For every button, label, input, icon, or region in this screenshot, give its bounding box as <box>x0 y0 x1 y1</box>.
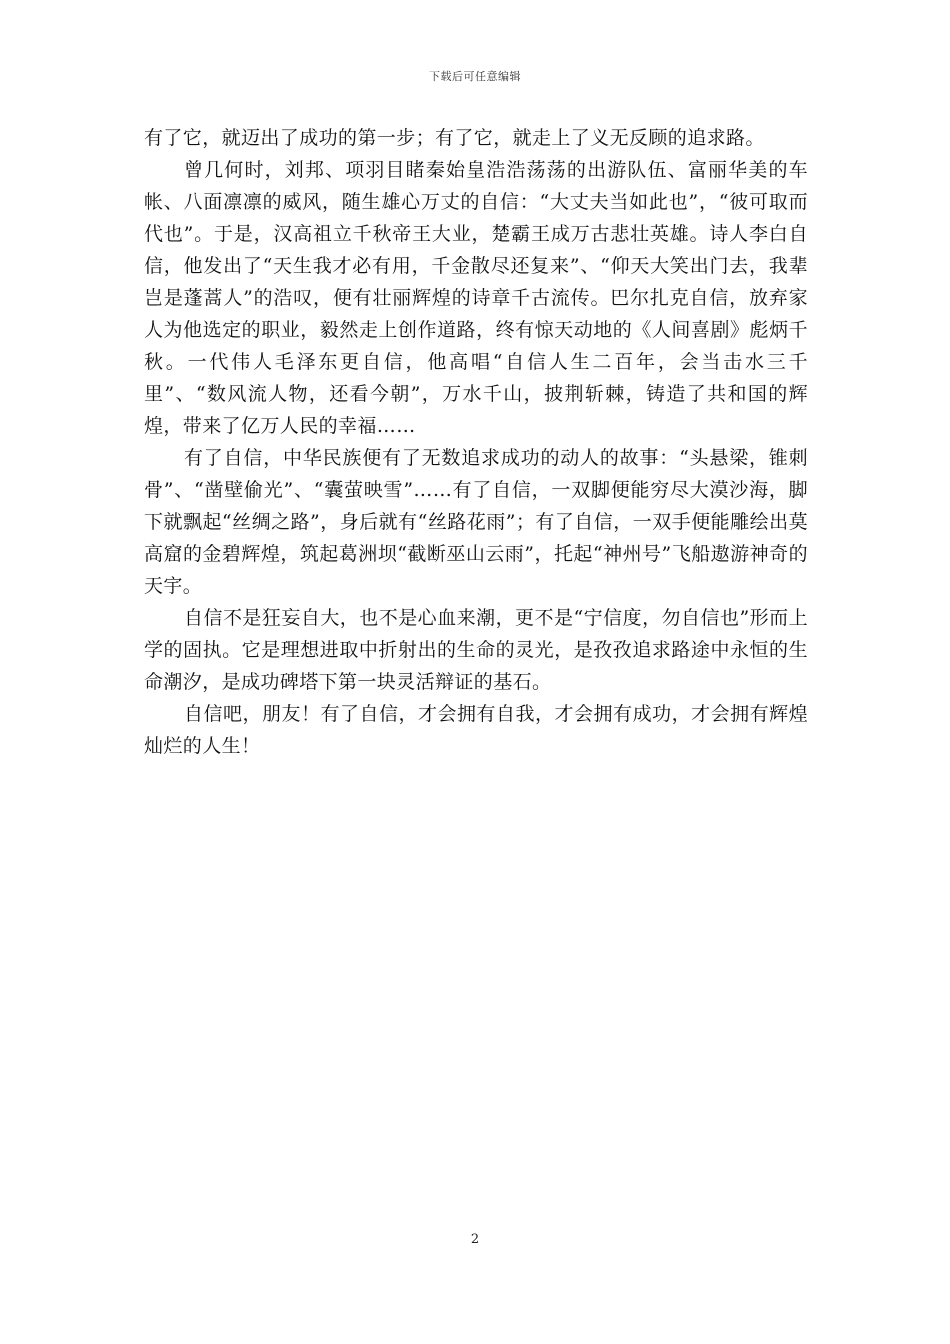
paragraph-4: 自信不是狂妄自大，也不是心血来潮，更不是“宁信度，勿自信也”形而上学的固执。它是理想进取中折射出的生命的灵光，是孜孜追求路途中永恒的生命潮汐，是成功碑塔下第一块灵活辩证的基石。 <box>144 607 808 693</box>
page-header: 下载后可任意编辑 <box>429 70 521 83</box>
paragraph-1: 有了它，就迈出了成功的第一步；有了它，就走上了义无反顾的追求路。 <box>144 127 765 149</box>
paragraph-5: 自信吧，朋友！有了自信，才会拥有自我，才会拥有成功，才会拥有辉煌灿烂的人生！ <box>144 703 808 757</box>
paragraph-3: 有了自信，中华民族便有了无数追求成功的动人的故事：“头悬梁，锥刺骨”、“凿壁偷光”、“囊萤映雪”……有了自信，一双脚便能穷尽大漠沙海，脚下就飘起“丝绸之路”，身后就有“丝路花雨”；有了自信，一双手便能雕绘出莫高窟的金碧辉煌，筑起葛洲坝“截断巫山云雨”，托起“神州号”飞船遨游神奇的天宇。 <box>144 447 808 597</box>
paragraph-2: 曾几何时，刘邦、项羽目睹秦始皇浩浩荡荡的出游队伍、富丽华美的车帐、八面凛凛的威风，随生雄心万丈的自信：“大丈夫当如此也”，“彼可取而代也”。于是，汉高祖立千秋帝王大业，楚霸王成万古悲壮英雄。诗人李白自信，他发出了“天生我才必有用，千金散尽还复来”、“仰天大笑出门去，我辈岂是蓬蒿人”的浩叹，便有壮丽辉煌的诗章千古流传。巴尔扎克自信，放弃家人为他选定的职业，毅然走上创作道路，终有惊天动地的《人间喜剧》彪炳千秋。一代伟人毛泽东更自信，他高唱“自信人生二百年，会当击水三千里”、“数风流人物，还看今朝”，万水千山，披荆斩棘，铸造了共和国的辉煌，带来了亿万人民的幸福…… <box>144 159 808 437</box>
body-text <box>144 122 808 762</box>
page-number: 2 <box>470 1232 480 1247</box>
